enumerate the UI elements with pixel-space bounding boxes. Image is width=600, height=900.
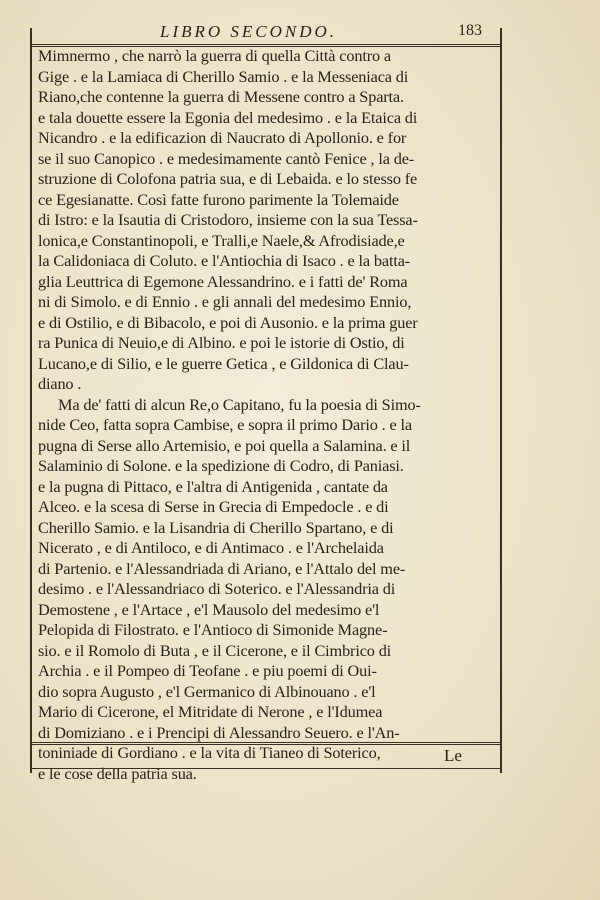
right-border-rule bbox=[500, 28, 502, 773]
text-line: lonica,e Constantinopoli, e Tralli,e Naele,& Afrodisiade,e bbox=[38, 230, 405, 250]
text-line: Nicerato , e di Antiloco, e di Antimaco . e l'Archelaida bbox=[38, 538, 384, 557]
text-line: se il suo Canopico . e medesimamente cantò Fenice , la de- bbox=[38, 148, 415, 168]
text-line: e tala douette essere la Egonia del medesimo . e la Etaica di bbox=[38, 107, 418, 127]
text-line: glia Leuttrica di Egemone Alessandrino. e i fatti de' Roma bbox=[38, 271, 408, 291]
text-line: Mario di Cicerone, el Mitridate di Nerone , e l'Idumea bbox=[38, 702, 383, 721]
text-line: Ma de' fatti di alcun Re,o Capitano, fu la poesia di Simo- bbox=[58, 394, 421, 414]
text-line: Alceo. e la scesa di Serse in Grecia di Empedocle . e di bbox=[38, 497, 389, 516]
text-line: Salaminio di Solone. e la spedizione di Codro, di Paniasi. bbox=[38, 456, 404, 475]
text-line: sio. e il Romolo di Buta , e il Cicerone, e il Cimbrico di bbox=[38, 640, 392, 660]
text-line: Gige . e la Lamiaca di Cherillo Samio . e la Messeniaca di bbox=[38, 66, 409, 86]
text-line: pugna di Serse allo Artemisio, e poi quella a Salamina. e il bbox=[38, 435, 411, 455]
text-line: toniniade di Gordiano . e la vita di Tianeo di Soterico, bbox=[38, 743, 381, 762]
text-line: dio sopra Augusto , e'l Germanico di Albinouano . e'l bbox=[38, 681, 376, 701]
text-line: Pelopida di Filostrato. e l'Antioco di Simonide Magne- bbox=[38, 620, 388, 639]
text-line: diano . bbox=[38, 374, 82, 393]
text-line: e la pugna di Pittaco, e l'altra di Antigenida , cantate da bbox=[38, 476, 388, 496]
text-line: nide Ceo, fatta sopra Cambise, e sopra il primo Dario . e la bbox=[38, 415, 412, 434]
text-line: e le cose della patria sua. bbox=[38, 763, 197, 783]
text-line: ni di Simolo. e di Ennio . e gli annali del medesimo Ennio, bbox=[38, 292, 412, 311]
catchword: Le bbox=[444, 746, 462, 765]
text-line: Cherillo Samio. e la Lisandria di Cherillo Spartano, e di bbox=[38, 517, 394, 537]
text-line: Riano,che contenne la guerra di Messene contro a Sparta. bbox=[38, 87, 404, 106]
text-line: ce Egesianatte. Così fatte furono parimente la Tolemaide bbox=[38, 189, 399, 209]
text-line: di Partenio. e l'Alessandriada di Ariano, e l'Attalo del me- bbox=[38, 558, 406, 578]
running-head: LIBRO SECONDO. bbox=[160, 22, 338, 41]
text-line: struzione di Colofona patria sua, e di Lebaida. e lo stesso fe bbox=[38, 169, 418, 188]
text-line: ra Punica di Neuio,e di Albino. e poi le istorie di Ostio, di bbox=[38, 333, 405, 352]
footer-rule bbox=[30, 768, 502, 769]
text-bottom-rule bbox=[30, 742, 502, 745]
text-line: Mimnermo , che narrò la guerra di quella Città contro a bbox=[38, 46, 391, 65]
page-number: 183 bbox=[458, 22, 482, 39]
text-line: desimo . e l'Alessandriaco di Soterico. e l'Alessandria di bbox=[38, 579, 396, 598]
text-line: Nicandro . e la edificazion di Naucrato di Apollonio. e for bbox=[38, 128, 407, 147]
text-line: la Calidoniaca di Coluto. e l'Antiochia di Isaco . e la batta- bbox=[38, 251, 411, 270]
left-border-rule bbox=[30, 28, 32, 773]
text-line: di Domiziano . e i Prencipi di Alessandro Seuero. e l'An- bbox=[38, 722, 400, 742]
text-block bbox=[38, 46, 496, 784]
text-line: Archia . e il Pompeo di Teofane . e piu poemi di Oui- bbox=[38, 661, 377, 680]
text-line: Demostene , e l'Artace , e'l Mausolo del medesimo e'l bbox=[38, 599, 380, 619]
text-line: Lucano,e di Silio, e le guerre Getica , e Gildonica di Clau- bbox=[38, 353, 409, 373]
text-line: di Istro: e la Isautia di Cristodoro, insieme con la sua Tessa- bbox=[38, 210, 418, 229]
text-line: e di Ostilio, e di Bibacolo, e poi di Ausonio. e la prima guer bbox=[38, 312, 418, 332]
